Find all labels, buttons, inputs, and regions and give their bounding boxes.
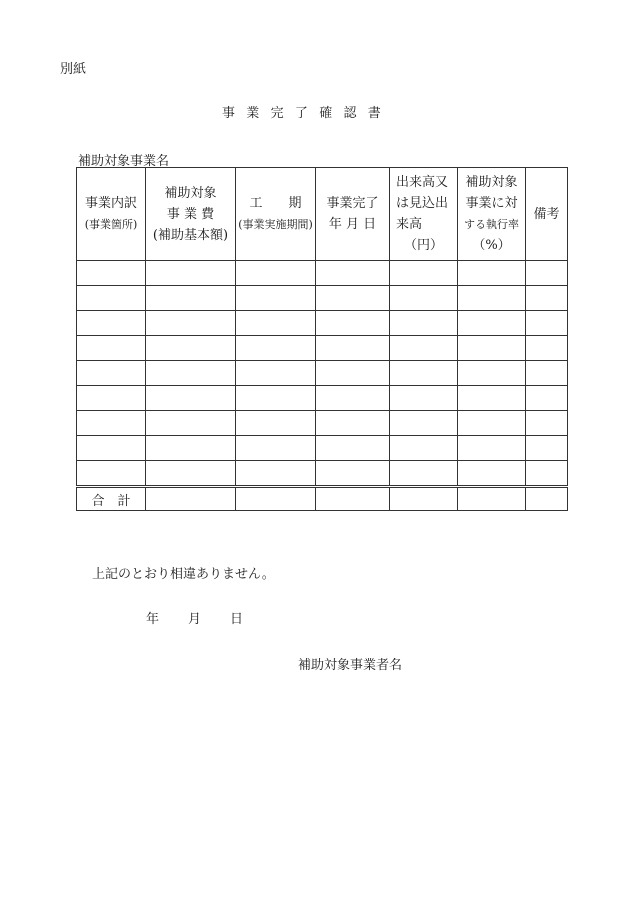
table-cell[interactable] [316,361,390,386]
header-text: 工 期 [249,196,302,211]
table-cell[interactable] [458,336,526,361]
table-cell[interactable] [77,461,146,487]
table-cell[interactable] [77,411,146,436]
table-cell[interactable] [146,411,236,436]
table-cell[interactable] [526,261,568,286]
table-cell[interactable] [458,461,526,487]
table-cell[interactable] [146,261,236,286]
table-row [77,261,568,286]
table-cell[interactable] [316,411,390,436]
title-char: 事 [222,106,236,121]
header-text: 事 業 費 [166,206,215,222]
table-cell[interactable] [77,436,146,461]
table-cell[interactable] [526,361,568,386]
table-row [77,336,568,361]
table-cell[interactable] [236,436,316,461]
title-char: 完 [270,106,284,121]
table-cell[interactable] [146,311,236,336]
table-cell[interactable] [77,361,146,386]
total-cell[interactable] [458,487,526,511]
header-text: 事業完了 [326,196,379,211]
table-cell[interactable] [316,336,390,361]
header-remarks [526,168,568,261]
header-text: (事業箇所) [84,218,138,231]
table-header-row [77,168,568,261]
table-row [77,461,568,487]
completion-table [76,167,568,511]
table-cell[interactable] [77,386,146,411]
date-day: 日 [230,612,244,627]
header-text: （円） [403,238,443,253]
table-cell[interactable] [236,286,316,311]
header-construction-period [236,168,316,261]
date-line [146,608,243,627]
header-text: (事業実施期間) [238,218,313,231]
header-text: 補助対象 [465,175,518,190]
header-text: 備考 [533,206,560,222]
table-cell[interactable] [146,336,236,361]
table-cell[interactable] [526,311,568,336]
table-cell[interactable] [236,336,316,361]
project-name-label: 補助対象事業名 [78,154,170,169]
total-cell[interactable] [390,487,458,511]
header-text: (補助基本額) [152,227,229,243]
total-cell[interactable] [316,487,390,511]
header-text: 年 月 日 [328,217,377,232]
date-month: 月 [188,612,202,627]
table-cell[interactable] [390,311,458,336]
table-cell[interactable] [526,286,568,311]
table-cell[interactable] [458,436,526,461]
confirmation-statement: 上記のとおり相違ありません。 [92,567,275,582]
table-row [77,286,568,311]
table-cell[interactable] [526,461,568,487]
header-text: 事業に対 [465,196,518,211]
title-char: 了 [294,106,308,121]
total-label: 合 計 [77,487,146,511]
table-cell[interactable] [526,386,568,411]
table-cell[interactable] [77,261,146,286]
table-cell[interactable] [77,336,146,361]
table-cell[interactable] [458,286,526,311]
total-cell[interactable] [526,487,568,511]
table-row [77,386,568,411]
total-cell[interactable] [236,487,316,511]
title-char: 認 [343,106,357,121]
table-cell[interactable] [390,411,458,436]
attachment-label: 別紙 [60,62,87,77]
header-text: する執行率 [464,218,519,231]
table-cell[interactable] [77,311,146,336]
table-cell[interactable] [316,461,390,487]
table-cell[interactable] [390,436,458,461]
table-row [77,311,568,336]
table-cell[interactable] [390,286,458,311]
title-char: 書 [367,106,381,121]
table-cell[interactable] [146,386,236,411]
table-cell[interactable] [390,461,458,487]
title-char: 業 [246,106,260,121]
header-completion-date [316,168,390,261]
table-cell[interactable] [236,261,316,286]
table-cell[interactable] [146,361,236,386]
table-cell[interactable] [390,261,458,286]
table-cell[interactable] [146,436,236,461]
table-cell[interactable] [316,386,390,411]
table-row [77,436,568,461]
table-cell[interactable] [458,311,526,336]
table-cell[interactable] [316,436,390,461]
table-cell[interactable] [458,361,526,386]
header-text: 出来高又 [396,175,449,190]
table-cell[interactable] [526,336,568,361]
header-output-amount [390,168,458,261]
title-char: 確 [319,106,333,121]
table-cell[interactable] [236,461,316,487]
table-body [77,261,568,511]
header-text: 来高 [396,217,423,232]
header-execution-rate [458,168,526,261]
table-cell[interactable] [390,336,458,361]
table-cell[interactable] [458,261,526,286]
table-cell[interactable] [236,311,316,336]
table-row [77,411,568,436]
table-cell[interactable] [146,461,236,487]
header-text: 事業内訳 [84,196,137,211]
table-cell[interactable] [390,361,458,386]
header-text: は見込出 [396,196,449,211]
table-cell[interactable] [316,286,390,311]
table-cell[interactable] [236,361,316,386]
table-cell[interactable] [526,436,568,461]
table-cell[interactable] [458,411,526,436]
table-cell[interactable] [316,311,390,336]
header-business-breakdown [77,168,146,261]
table-cell[interactable] [236,411,316,436]
table-cell[interactable] [316,261,390,286]
total-row [77,487,568,511]
table-cell[interactable] [146,286,236,311]
table-cell[interactable] [526,411,568,436]
operator-name-label: 補助対象事業者名 [298,658,403,673]
table-cell[interactable] [77,286,146,311]
table-row [77,361,568,386]
table-cell[interactable] [390,386,458,411]
document-title [222,102,392,121]
header-text: （%） [472,238,511,253]
table-cell[interactable] [236,386,316,411]
table-cell[interactable] [458,386,526,411]
total-cell[interactable] [146,487,236,511]
header-subsidy-cost [146,168,236,261]
header-text: 補助対象 [164,185,217,201]
date-year: 年 [146,612,160,627]
